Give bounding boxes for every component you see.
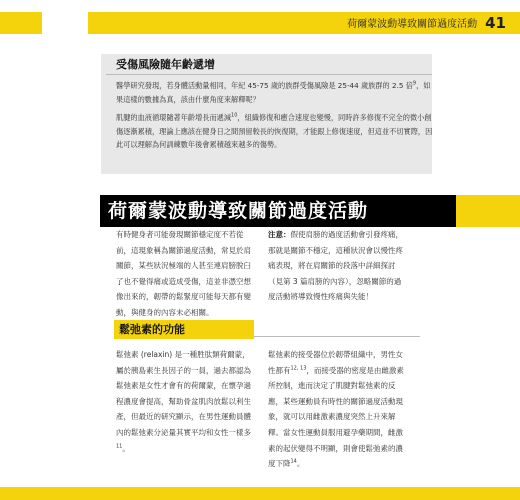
note-paragraph: 注意：假使肩膀的過度活動會引發疼痛，那就是關節不穩定，這種狀況會以慢性疼痛表現，將在肩關節的段落中詳細探討（見第 3 篇肩膀的內容），忽略關節的過度活動將導致慢性疼痛與失能！: [268, 230, 403, 302]
relaxin-paragraph-right: 鬆弛素的接受器位於韌帶組織中，男性女性都有$^{12, 13}$，而接受器的密度是由雌激素所控制，進而決定了肌腱對鬆弛素的反應，某些運動員有時性的關節過度活動現象，就可以用雌激素濃度突然上升來解釋。當女性運動員服用避孕藥期間，雌激素的起伏變得不明顯，則會使鬆弛素的濃度下降$^{14}$。: [268, 350, 404, 469]
subsection-divider: [254, 336, 420, 337]
running-header-title: 荷爾蒙波動導致關節過度活動: [347, 19, 478, 30]
sidebar-divider: [106, 74, 432, 75]
sidebar-paragraph-2: 肌腱的血液循環隨著年齡增長而遞減$^{10}$，組織修復和癒合速度也變慢，同時許多修復不完全的微小創傷逐漸累積，理論上應該在健身日之間預留較長的恢復期，才能跟上修復速度，但這並不切實際，因此可以理解為何訓練數年後會累積越來越多的傷勢。: [116, 112, 433, 150]
header-accent-bar: [0, 12, 42, 34]
section-heading: 荷爾蒙波動導致關節過度活動: [100, 195, 456, 227]
running-header: [88, 12, 520, 34]
sidebar-title: 受傷風險隨年齡遞增: [116, 58, 215, 71]
footer-bar: [0, 487, 520, 500]
section-heading-accent: [456, 195, 520, 227]
subsection-heading: 鬆弛素的功能: [114, 320, 254, 339]
relaxin-paragraph-left: 鬆弛素 (relaxin) 是一種胜肽類荷爾蒙，屬於胰島素生長因子的一員，過去都認為鬆弛素是女性才會有的荷爾蒙，在懷孕過程濃度會提高，幫助骨盆肌肉放鬆以利生產，但最近的研究顯示，在男性運動員體內的鬆弛素分泌量其實平均和女性一樣多$^{11}$。: [116, 350, 251, 453]
note-label: 注意：: [268, 230, 291, 239]
sidebar-paragraph-1: 醫學研究發現，若身體活動量相同，年紀 45-75 歲的族群受傷風險是 25-44 歲族群的 2.5 倍$^9$，如果這樣的數據為真，該由什麼角度來解釋呢？: [116, 80, 431, 104]
page-number: 41: [485, 14, 506, 32]
intro-paragraph: 有時健身者可能發現關節穩定度不若從前，這現象稱為關節過度活動，常見於肩關節，某些狀況極端的人甚至連肩膀脫臼了也不覺得痛或造成受傷，這並非憑空想像出來的，韌帶的鬆緊度可能每天都有變動，與健身的內容未必相關。: [116, 230, 251, 317]
